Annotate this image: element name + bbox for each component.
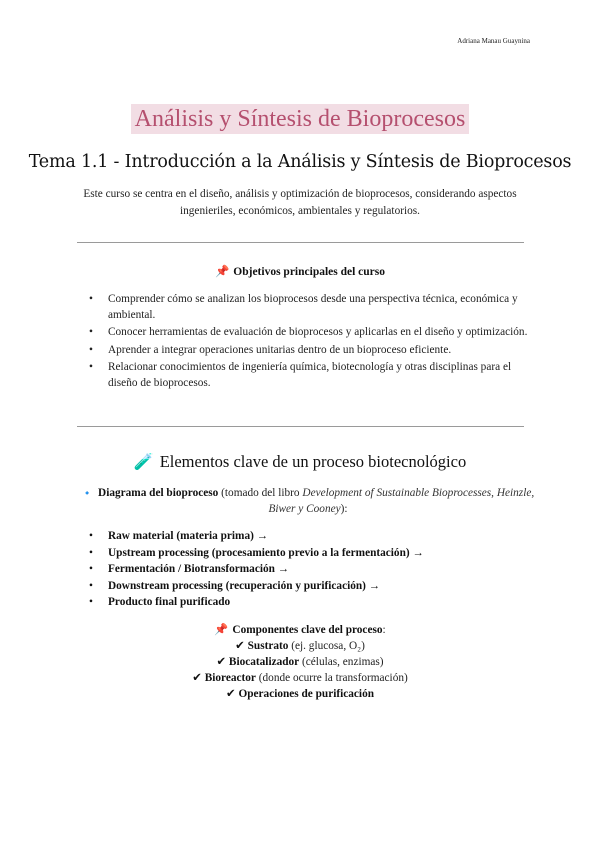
check-icon: ✔ [192, 672, 202, 684]
components-colon: : [382, 624, 386, 636]
elements-heading [0, 452, 600, 472]
list-item: • Conocer herramientas de evaluación de bioprocesos y aplicarlas en el diseño y optimización. [108, 325, 528, 341]
list-item: • Relacionar conocimientos de ingeniería química, biotecnología y otras disciplinas para el diseño de bioprocesos. [108, 360, 528, 391]
component-item [0, 654, 600, 670]
component-detail: (células, enzimas) [299, 656, 384, 668]
components-heading-text: Componentes clave del proceso [232, 624, 383, 636]
component-label: Bioreactor [204, 672, 256, 684]
diagram-pre: (tomado del libro [218, 487, 303, 499]
check-icon: ✔ [235, 640, 245, 652]
component-label: Biocatalizador [228, 656, 300, 668]
component-item [0, 670, 600, 686]
list-item: • Comprender cómo se analizan los bioprocesos desde una perspectiva técnica, económica y ambiental. [108, 292, 528, 323]
list-item: • Raw material (materia prima) → [108, 528, 528, 545]
blue-diamond-icon: 🔹 [81, 488, 94, 498]
component-item [0, 638, 600, 654]
objectives-heading [0, 264, 600, 278]
intro-paragraph: Este curso se centra en el diseño, análisis y optimización de bioprocesos, considerando aspectos ingenieriles, económicos, ambientales y regulatorios. [83, 188, 517, 217]
list-item: • Fermentación / Biotransformación → [108, 561, 528, 578]
components-heading [0, 622, 600, 638]
document-subtitle: Tema 1.1 - Introducción a la Análisis y Síntesis de Bioprocesos [28, 152, 572, 172]
list-item: • Downstream processing (recuperación y purificación) → [108, 578, 528, 595]
components-block [0, 622, 600, 702]
elements-heading-text: Elementos clave de un proceso biotecnológico [159, 452, 467, 471]
component-detail: (ej. glucosa, O₂) [288, 640, 365, 652]
check-icon: ✔ [225, 688, 236, 700]
diagram-caption [78, 485, 538, 517]
list-item: • Aprender a integrar operaciones unitarias dentro de un bioproceso eficiente. [108, 343, 528, 359]
diagram-label: Diagrama del bioproceso [98, 487, 219, 499]
pushpin-icon: 📌 [214, 266, 230, 278]
document-title-block [0, 104, 600, 134]
component-detail: (donde ocurre la transformación) [255, 672, 408, 684]
objectives-list [108, 292, 528, 393]
process-steps-list [108, 528, 528, 611]
test-tube-icon: 🧪 [133, 454, 154, 471]
objectives-heading-text: Objetivos principales del curso [233, 266, 386, 278]
component-label: Sustrato [247, 640, 289, 652]
book-reference: Development of Sustainable Bioprocesses, Heinzle, Biwer y Cooney [268, 487, 535, 515]
pushpin-icon: 📌 [214, 624, 229, 636]
divider [77, 426, 524, 427]
list-item: • Producto final purificado [108, 594, 528, 611]
document-title: Análisis y Síntesis de Bioprocesos [131, 104, 470, 134]
divider [77, 242, 524, 243]
check-icon: ✔ [216, 656, 226, 668]
component-label: Operaciones de purificación [238, 688, 375, 700]
author-name: Adriana Manau Guaynina [457, 37, 530, 45]
list-item: • Upstream processing (procesamiento previo a la fermentación) → [108, 545, 528, 562]
component-item [0, 686, 600, 702]
diagram-post: ): [340, 503, 348, 515]
